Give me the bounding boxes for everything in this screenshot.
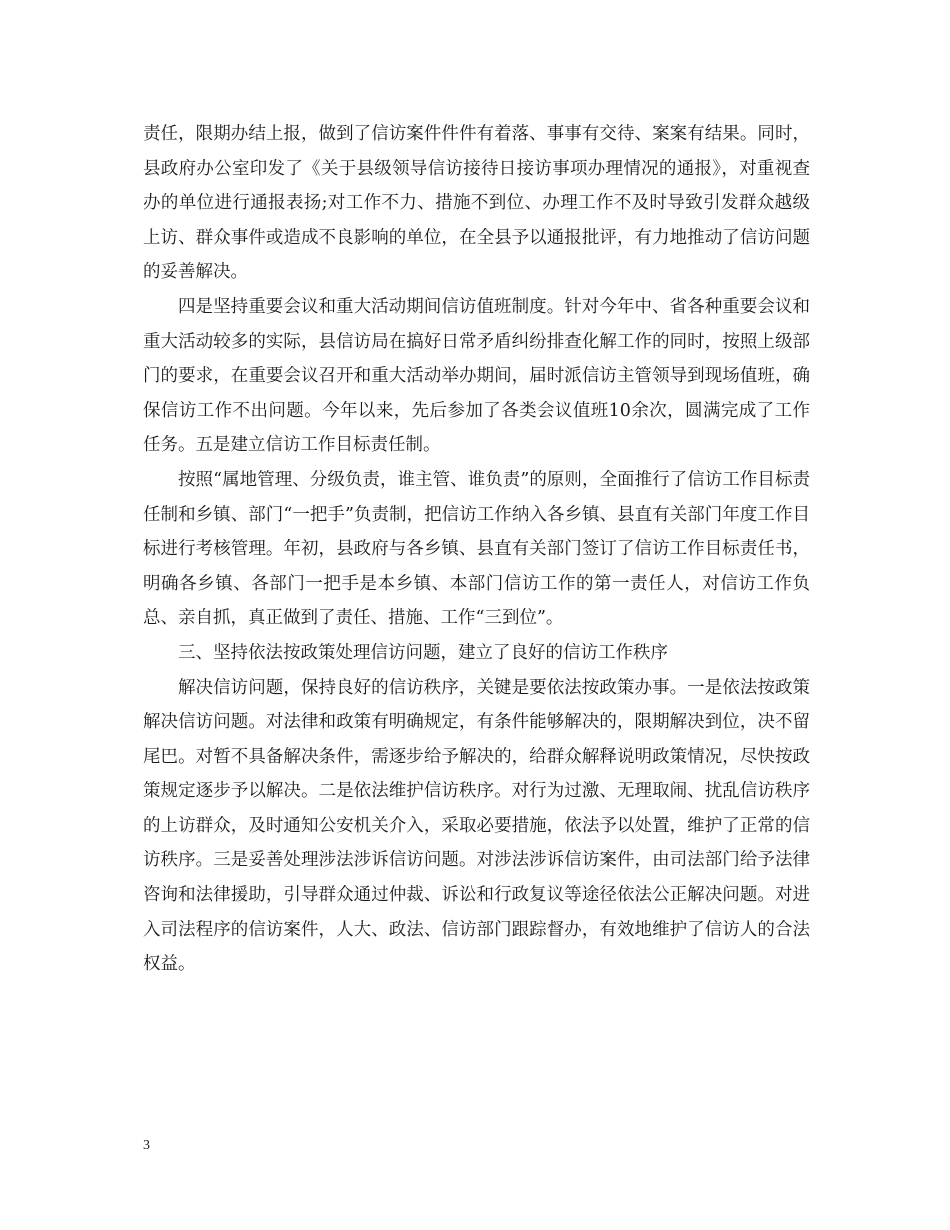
document-body	[143, 117, 810, 982]
paragraph-3: 按照“属地管理、分级负责，谁主管、谁负责”的原则，全面推行了信访工作目标责任制和乡镇、部门“一把手”负责制，把信访工作纳入各乡镇、县直有关部门年度工作目标进行考核管理。年初，县政府与各乡镇、县直有关部门签订了信访工作目标责任书，明确各乡镇、各部门一把手是本乡镇、本部门信访工作的第一责任人，对信访工作负总、亲自抓，真正做到了责任、措施、工作“三到位”。	[143, 469, 810, 629]
paragraph-1: 责任，限期办结上报，做到了信访案件件件有着落、事事有交待、案案有结果。同时，县政府办公室印发了《关于县级领导信访接待日接访事项办理情况的通报》，对重视查办的单位进行通报表扬;对工作不力、措施不到位、办理工作不及时导致引发群众越级上访、群众事件或造成不良影响的单位，在全县予以通报批评，有力地推动了信访问题的妥善解决。	[143, 124, 810, 283]
section-heading: 三、坚持依法按政策处理信访问题，建立了良好的信访工作秩序	[178, 642, 668, 663]
page-number: 3	[143, 1138, 150, 1153]
paragraph-4: 解决信访问题，保持良好的信访秩序，关键是要依法按政策办事。一是依法按政策解决信访问题。对法律和政策有明确规定，有条件能够解决的，限期解决到位，决不留尾巴。对暂不具备解决条件，需逐步给予解决的，给群众解释说明政策情况，尽快按政策规定逐步予以解决。二是依法维护信访秩序。对行为过激、无理取闹、扰乱信访秩序的上访群众，及时通知公安机关介入，采取必要措施，依法予以处置，维护了正常的信访秩序。三是妥善处理涉法涉诉信访问题。对涉法涉诉信访案件，由司法部门给予法律咨询和法律援助，引导群众通过仲裁、诉讼和行政复议等途径依法公正解决问题。对进入司法程序的信访案件，人大、政法、信访部门跟踪督办，有效地维护了信访人的合法权益。	[143, 677, 810, 975]
paragraph-2: 四是坚持重要会议和重大活动期间信访值班制度。针对今年中、省各种重要会议和重大活动较多的实际，县信访局在搞好日常矛盾纠纷排查化解工作的同时，按照上级部门的要求，在重要会议召开和重大活动举办期间，届时派信访主管领导到现场值班，确保信访工作不出问题。今年以来，先后参加了各类会议值班10余次，圆满完成了工作任务。五是建立信访工作目标责任制。	[143, 296, 810, 456]
